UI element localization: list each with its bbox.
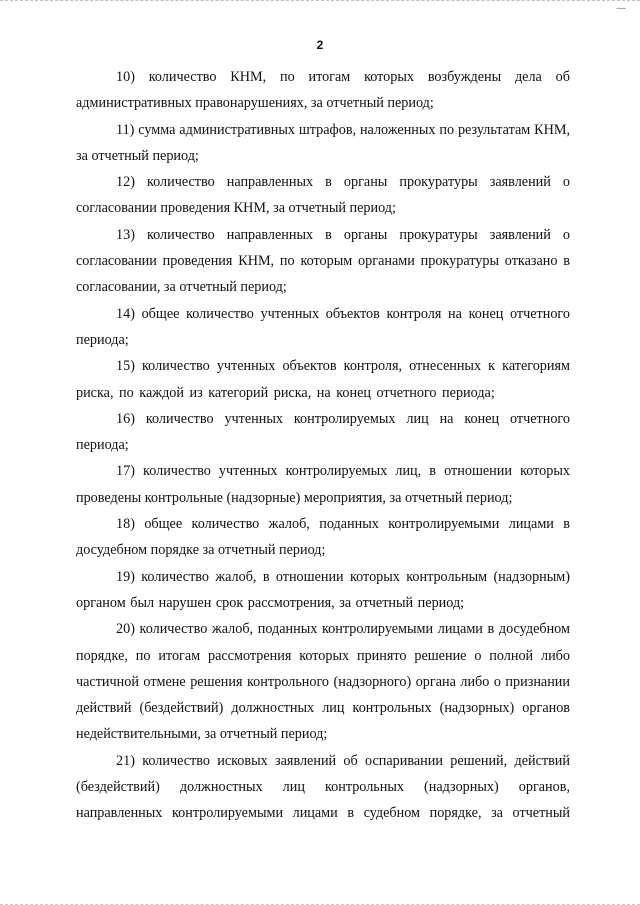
list-item-17: 17) количество учтенных контролируемых лиц, в отношении которых проведены контрольные (надзорные) мероприятия, за отчетный период; [76, 463, 570, 506]
list-item-10: 10) количество КНМ, по итогам которых возбуждены дела об административных правонарушениях, за отчетный период; [76, 69, 570, 112]
scan-edge-top [0, 0, 640, 5]
list-item-13: 13) количество направленных в органы прокуратуры заявлений о согласовании проведения КНМ, по которым органами прокуратуры отказано в согласовании, за отчетный период; [76, 226, 570, 296]
scan-edge-bottom [0, 900, 640, 905]
list-item-16: 16) количество учтенных контролируемых лиц на конец отчетного периода; [76, 410, 570, 454]
list-item-11: 11) сумма административных штрафов, наложенных по результатам КНМ, за отчетный период; [76, 121, 570, 164]
document-body [76, 64, 570, 827]
list-item-15: 15) количество учтенных объектов контроля, отнесенных к категориям риска, по каждой из категорий риска, на конец отчетного периода; [76, 358, 570, 401]
page-number: 2 [316, 38, 324, 52]
list-item-20: 20) количество жалоб, поданных контролируемыми лицами в досудебном порядке, по итогам рассмотрения которых принято решение о полной либо частичной отмене решения контрольного (надзорного) органа либо о признании действий (бездействий) должностных лиц контрольных (надзорных) органов недействительными, за отчетный период; [76, 621, 570, 743]
list-item-14: 14) общее количество учтенных объектов контроля на конец отчетного периода; [76, 305, 570, 348]
list-item-18: 18) общее количество жалоб, поданных контролируемыми лицами в досудебном порядке за отчетный период; [76, 516, 570, 559]
list-item-19: 19) количество жалоб, в отношении которых контрольным (надзорным) органом был нарушен срок рассмотрения, за отчетный период; [76, 568, 570, 611]
list-item-21: 21) количество исковых заявлений об оспаривании решений, действий (бездействий) должностных лиц контрольных (надзорных) органов, направленных контролируемыми лицами в судебном порядке, за отчетный [76, 752, 570, 822]
scan-corner-mark: — [616, 3, 626, 14]
list-item-12: 12) количество направленных в органы прокуратуры заявлений о согласовании проведения КНМ, за отчетный период; [76, 174, 570, 217]
